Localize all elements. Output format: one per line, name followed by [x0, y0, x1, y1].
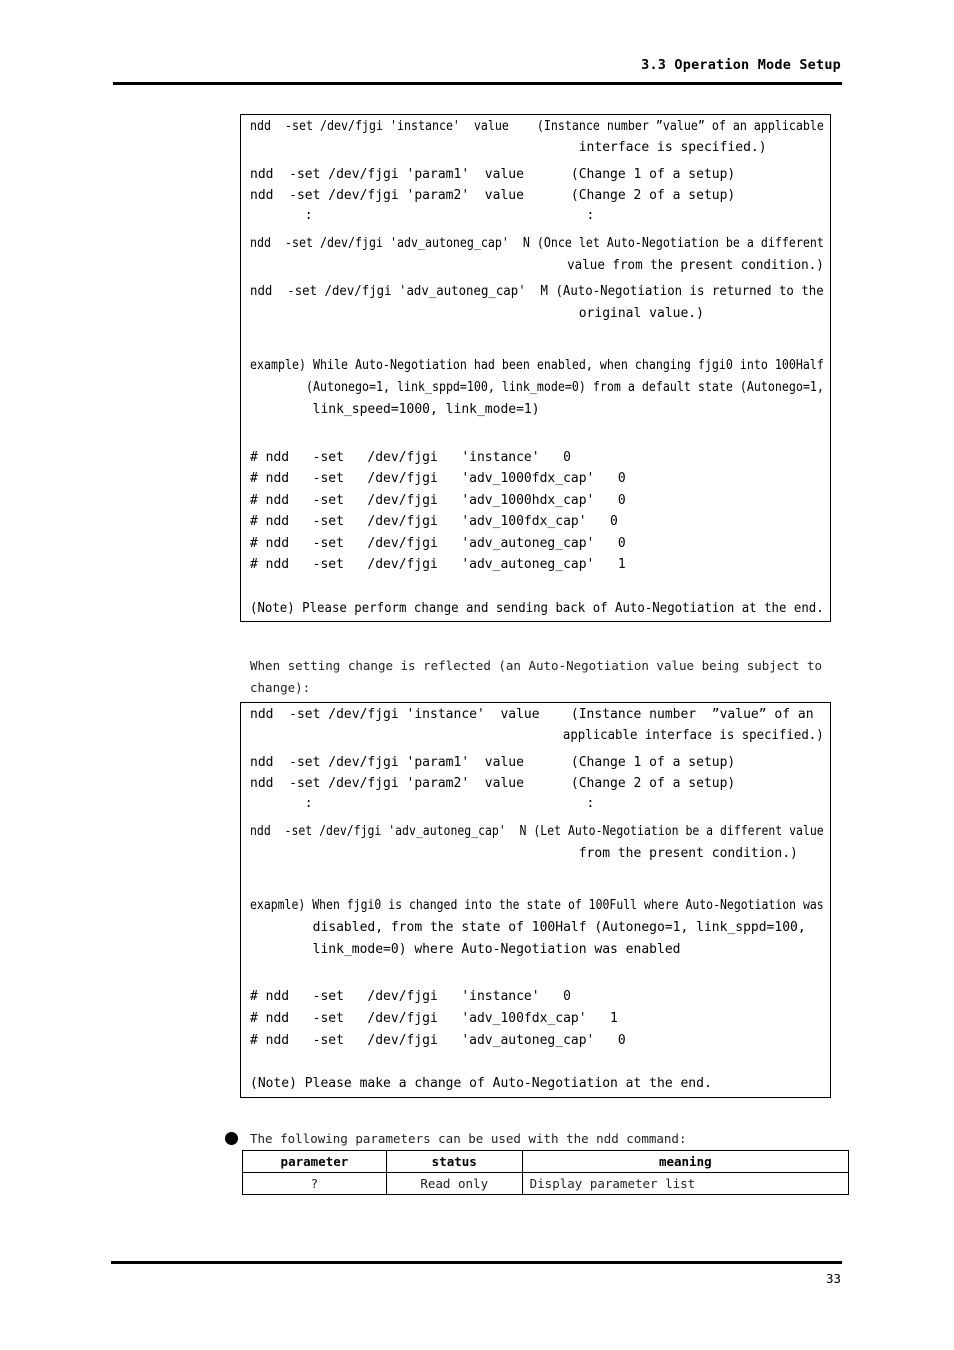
header-rule: [113, 82, 842, 85]
box1-line: # ndd -set /dev/fjgi 'adv_autoneg_cap' 1: [250, 557, 626, 572]
table-row: [243, 1173, 849, 1195]
box1-line: ndd -set /dev/fjgi 'instance' value (Instance number ”value” of an applicable: [250, 119, 824, 134]
box2-line: # ndd -set /dev/fjgi 'adv_100fdx_cap' 1: [250, 1011, 618, 1026]
box1-line: interface is specified.): [250, 140, 767, 155]
footer-rule: [111, 1261, 842, 1264]
box1-note: (Note) Please perform change and sending back of Auto-Negotiation at the end.: [250, 601, 824, 616]
cell-status: Read only: [386, 1173, 522, 1195]
cell-parameter: ?: [243, 1173, 387, 1195]
box2-note: (Note) Please make a change of Auto-Negotiation at the end.: [250, 1076, 712, 1091]
box1-line: # ndd -set /dev/fjgi 'adv_1000fdx_cap' 0: [250, 471, 626, 486]
cell-meaning: Display parameter list: [522, 1173, 848, 1195]
box1-line: : :: [250, 208, 595, 223]
box2-line: ndd -set /dev/fjgi 'instance' value (Instance number ”value” of an: [250, 707, 814, 722]
box2-line: link_mode=0) where Auto-Negotiation was enabled: [250, 942, 681, 957]
box1-line: value from the present condition.): [250, 258, 824, 273]
box1-line: link_speed=1000, link_mode=1): [250, 402, 540, 417]
box1-line: (Autonego=1, link_sppd=100, link_mode=0) from a default state (Autonego=1,: [250, 380, 824, 395]
bullet-text: The following parameters can be used with the ndd command:: [250, 1131, 687, 1146]
box2-line: ndd -set /dev/fjgi 'param1' value (Change 1 of a setup): [250, 755, 736, 770]
parameter-table: [242, 1150, 849, 1195]
box2-line: disabled, from the state of 100Half (Autonego=1, link_sppd=100,: [250, 920, 806, 935]
box2-line: ndd -set /dev/fjgi 'adv_autoneg_cap' N (Let Auto-Negotiation be a different value: [250, 824, 824, 839]
box1-line: # ndd -set /dev/fjgi 'instance' 0: [250, 450, 571, 465]
box1-line: # ndd -set /dev/fjgi 'adv_100fdx_cap' 0: [250, 514, 618, 529]
box1-line: original value.): [250, 306, 704, 321]
box2-line: ndd -set /dev/fjgi 'param2' value (Change 2 of a setup): [250, 776, 736, 791]
box1-line: ndd -set /dev/fjgi 'param2' value (Change 2 of a setup): [250, 188, 736, 203]
page-number: 33: [825, 1271, 841, 1286]
box2-line: # ndd -set /dev/fjgi 'adv_autoneg_cap' 0: [250, 1033, 626, 1048]
table-header-row: [243, 1151, 849, 1173]
section-title: 3.3 Operation Mode Setup: [641, 57, 841, 73]
intro-paragraph: When setting change is reflected (an Auto-Negotiation value being subject to change):: [250, 658, 822, 695]
box1-line: example) While Auto-Negotiation had been enabled, when changing fjgi0 into 100Half: [250, 358, 824, 373]
box2-line: : :: [250, 796, 595, 811]
box2-line: applicable interface is specified.): [250, 728, 824, 743]
box1-line: ndd -set /dev/fjgi 'adv_autoneg_cap' N (Once let Auto-Negotiation be a different: [250, 236, 824, 251]
column-header-parameter: parameter: [243, 1151, 387, 1173]
box1-line: ndd -set /dev/fjgi 'adv_autoneg_cap' M (Auto-Negotiation is returned to the: [250, 284, 824, 299]
box1-line: ndd -set /dev/fjgi 'param1' value (Change 1 of a setup): [250, 167, 736, 182]
box2-line: from the present condition.): [250, 846, 798, 861]
column-header-meaning: meaning: [522, 1151, 848, 1173]
bullet-icon: [225, 1132, 238, 1145]
box1-line: # ndd -set /dev/fjgi 'adv_1000hdx_cap' 0: [250, 493, 626, 508]
box2-line: # ndd -set /dev/fjgi 'instance' 0: [250, 989, 571, 1004]
column-header-status: status: [386, 1151, 522, 1173]
box1-line: # ndd -set /dev/fjgi 'adv_autoneg_cap' 0: [250, 536, 626, 551]
box2-line: exapmle) When fjgi0 is changed into the state of 100Full where Auto-Negotiation was: [250, 898, 824, 913]
